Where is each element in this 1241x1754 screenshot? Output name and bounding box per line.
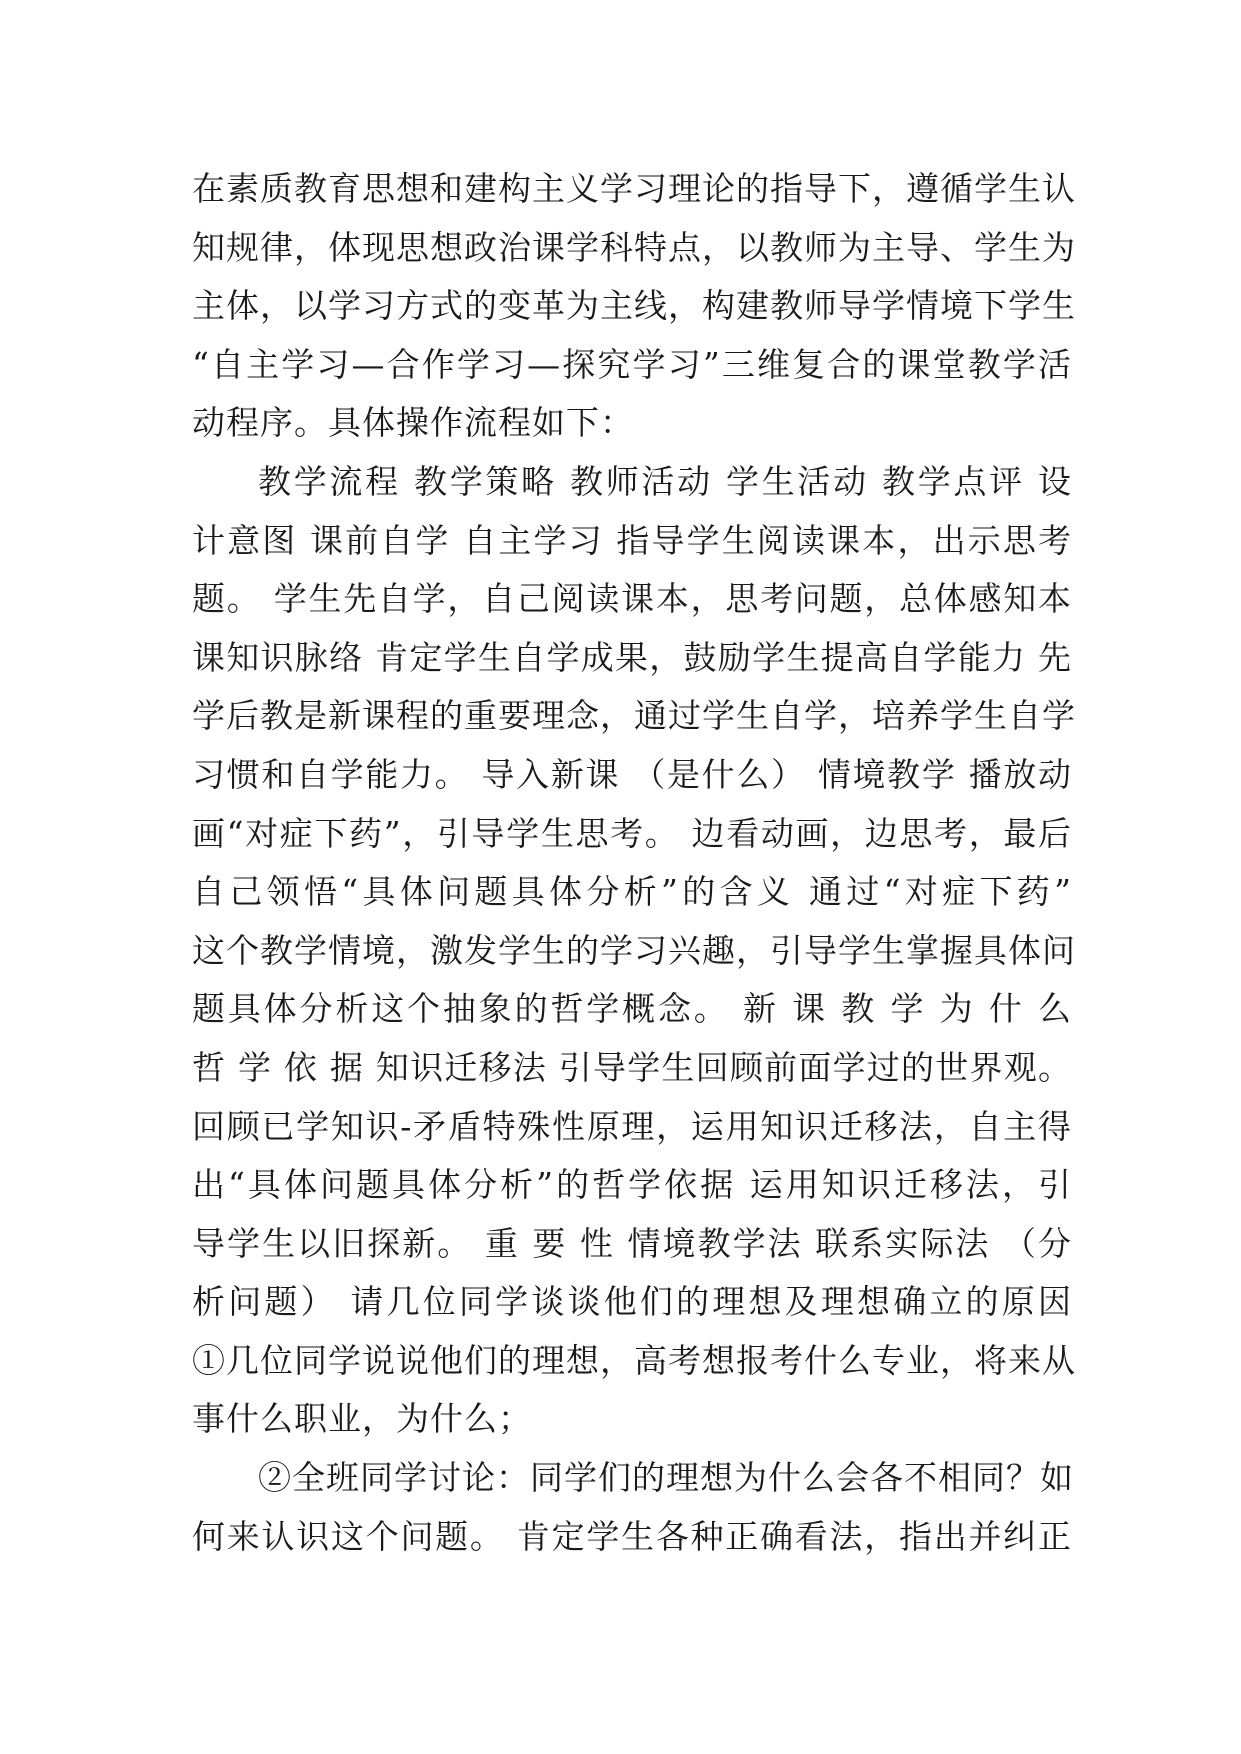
text-line: 计意图 课前自学 自主学习 指导学生阅读课本，出示思考	[192, 520, 1072, 560]
text-line: 学后教是新课程的重要理念，通过学生自学，培养学生自学	[192, 696, 1076, 736]
text-line: 课知识脉络 肯定学生自学成果，鼓励学生提高自学能力 先	[192, 637, 1072, 677]
text-line: 回顾已学知识-矛盾特殊性原理，运用知识迁移法，自主得	[192, 1106, 1072, 1146]
text-line: 析问题） 请几位同学谈谈他们的理想及理想确立的原因	[192, 1282, 1072, 1322]
text-line: 导学生以旧探新。 重 要 性 情境教学法 联系实际法 （分	[192, 1223, 1072, 1263]
text-line: 这个教学情境，激发学生的学习兴趣，引导学生掌握具体问	[192, 930, 1076, 970]
text-line: ①几位同学说说他们的理想，高考想报考什么专业，将来从	[192, 1340, 1076, 1380]
text-line: 自己领悟“具体问题具体分析”的含义 通过“对症下药”	[192, 872, 1072, 912]
text-line: 教学流程 教学策略 教师活动 学生活动 教学点评 设	[258, 461, 1072, 501]
text-line: ②全班同学讨论：同学们的理想为什么会各不相同？如	[258, 1458, 1074, 1498]
text-line: 动程序。具体操作流程如下：	[192, 403, 634, 443]
text-line: 在素质教育思想和建构主义学习理论的指导下，遵循学生认	[192, 169, 1076, 208]
text-line: 画“对症下药”，引导学生思考。 边看动画，边思考，最后	[192, 813, 1072, 853]
text-line: 知规律，体现思想政治课学科特点，以教师为主导、学生为	[192, 227, 1076, 267]
text-line: 习惯和自学能力。 导入新课 （是什么） 情境教学 播放动	[192, 754, 1072, 794]
text-line: 题具体分析这个抽象的哲学概念。 新 课 教 学 为 什 么	[192, 989, 1072, 1029]
text-line: 哲 学 依 据 知识迁移法 引导学生回顾前面学过的世界观。	[192, 1047, 1072, 1087]
text-line: “自主学习—合作学习—探究学习”三维复合的课堂教学活	[192, 344, 1072, 384]
body-text	[192, 160, 1076, 1566]
text-line: 主体，以学习方式的变革为主线，构建教师导学情境下学生	[192, 286, 1076, 326]
text-line: 事什么职业，为什么；	[192, 1399, 532, 1439]
text-line: 何来认识这个问题。 肯定学生各种正确看法，指出并纠正	[192, 1516, 1072, 1556]
text-line: 出“具体问题具体分析”的哲学依据 运用知识迁移法，引	[192, 1165, 1072, 1205]
text-line: 题。 学生先自学，自己阅读课本，思考问题，总体感知本	[192, 579, 1072, 619]
